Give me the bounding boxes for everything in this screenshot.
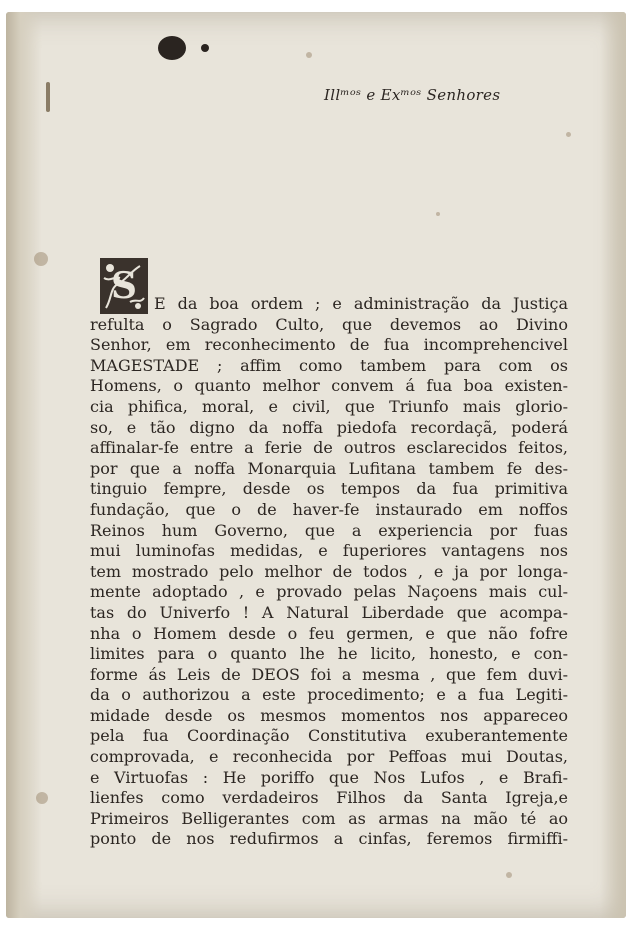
- page-edge-stain-left: [6, 12, 42, 918]
- body-text: [90, 258, 568, 850]
- text-line: comprovada, e reconhecida por Peffoas mui Doutas,: [90, 747, 568, 767]
- text-line: Homens, o quanto melhor convem á fua boa existen-: [90, 376, 568, 396]
- foxing-spot: [34, 252, 48, 266]
- text-line: e Virtuofas : He poriffo que Nos Lufos , e Brafi-: [90, 767, 568, 787]
- text-line: mui luminofas medidas, e fuperiores vantagens nos: [90, 541, 568, 561]
- text-line: fundação, que o de haver-fe instaurado em noffos: [90, 499, 568, 519]
- initial-letter: S: [111, 265, 137, 307]
- text-line: tas do Univerfo ! A Natural Liberdade que acompa-: [90, 602, 568, 622]
- foxing-spot: [306, 52, 312, 58]
- salutation-heading: Illᵐᵒˢ e Exᵐᵒˢ Senhores: [324, 86, 501, 104]
- text-line: Primeiros Belligerantes com as armas na mão té ao: [90, 808, 568, 828]
- text-line: da o authorizou a este procedimento; e a fua Legiti-: [90, 685, 568, 705]
- text-line: ponto de nos redufirmos a cinfas, feremos firmiffi-: [90, 829, 568, 849]
- text-line: pela fua Coordinação Constitutiva exuberantemente: [90, 726, 568, 746]
- text-line: Senhor, em reconhecimento de fua incomprehencivel: [90, 335, 568, 355]
- foxing-spot: [506, 872, 512, 878]
- foxing-spot: [566, 132, 571, 137]
- text-line: tem mostrado pelo melhor de todos , e ja por longa-: [90, 561, 568, 581]
- text-line: mente adoptado , e provado pelas Naçoens mais cul-: [90, 582, 568, 602]
- foxing-spot: [436, 212, 440, 216]
- text-line: lienfes como verdadeiros Filhos da Santa Igreja,e: [90, 788, 568, 808]
- ink-speck: [201, 44, 209, 52]
- text-line: nha o Homem desde o feu germen, e que não fofre: [90, 623, 568, 643]
- text-line: refulta o Sagrado Culto, que devemos ao Divino: [90, 314, 568, 334]
- text-line: E da boa ordem ; e administração da Justiça: [154, 294, 568, 313]
- text-line: forme ás Leis de DEOS foi a mesma , que fem duvi-: [90, 664, 568, 684]
- ink-speck: [46, 82, 50, 112]
- text-line: midade desde os mesmos momentos nos appareceo: [90, 705, 568, 725]
- text-line: cia phifica, moral, e civil, que Triunfo mais glorio-: [90, 396, 568, 416]
- text-line: limites para o quanto lhe he licito, honesto, e con-: [90, 644, 568, 664]
- foxing-spot: [36, 792, 48, 804]
- decorated-initial: [100, 258, 148, 314]
- text-line: MAGESTADE ; affim como tambem para com os: [90, 355, 568, 375]
- text-line: tinguio fempre, desde os tempos da fua primitiva: [90, 479, 568, 499]
- text-line: por que a noffa Monarquia Lufitana tambem fe des-: [90, 458, 568, 478]
- text-line: affinalar-fe entre a ferie de outros esclarecidos feitos,: [90, 438, 568, 458]
- document-page: [6, 12, 626, 918]
- page-edge-stain-right: [600, 12, 626, 918]
- ink-blot: [158, 36, 186, 60]
- text-line: so, e tão digno da noffa piedofa recordaçã, poderá: [90, 417, 568, 437]
- text-line: Reinos hum Governo, que a experiencia por fuas: [90, 520, 568, 540]
